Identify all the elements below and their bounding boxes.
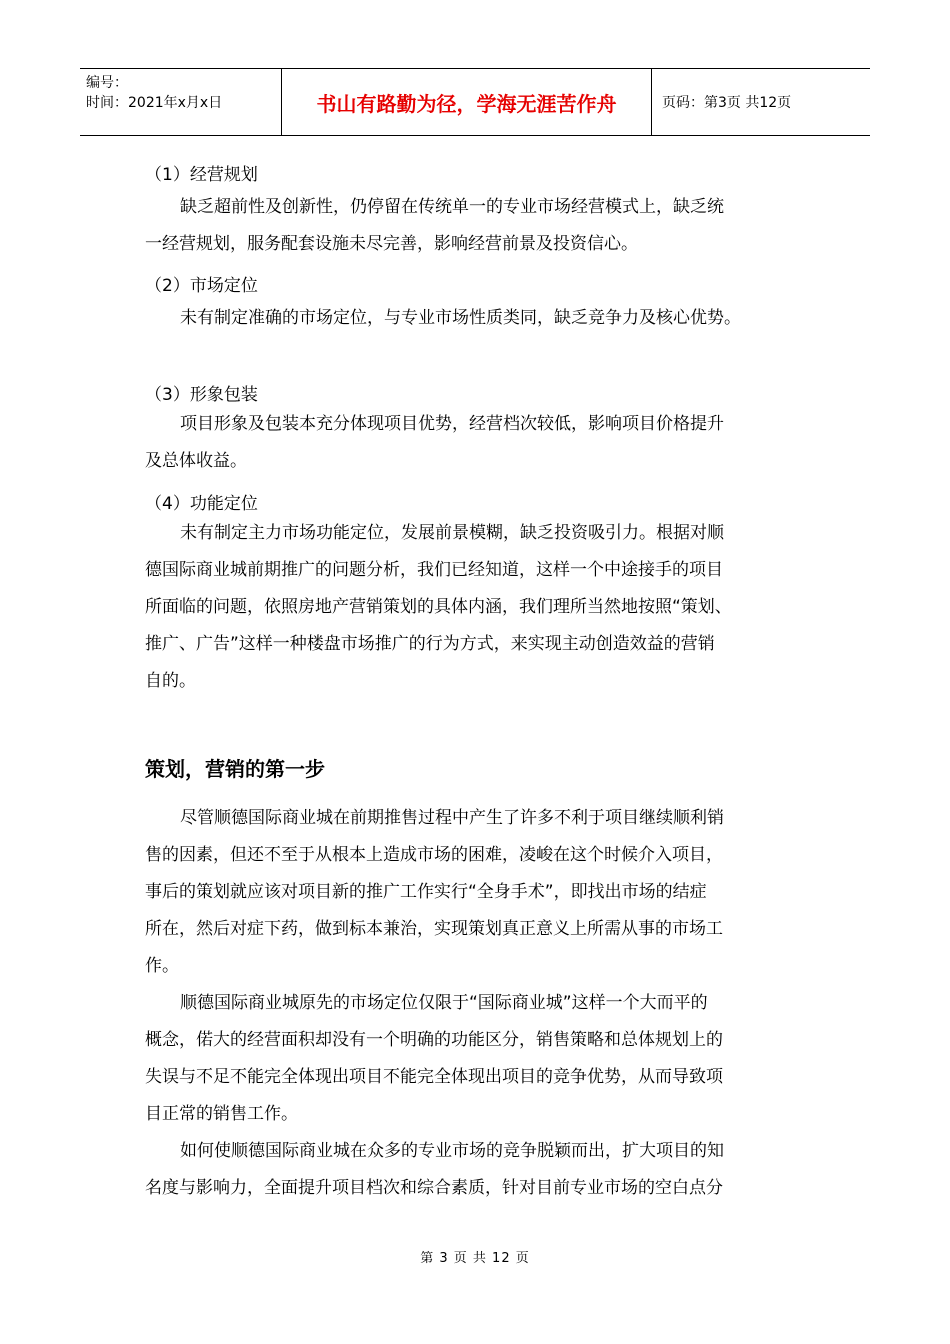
- paragraph-line: 失误与不足不能完全体现出项目不能完全体现出项目的竞争优势，从而导致项: [145, 1067, 723, 1087]
- section-paragraph: [145, 300, 825, 337]
- header-table: [80, 68, 870, 136]
- paragraph-line: 所在，然后对症下药，做到标本兼治，实现策划真正意义上所需从事的市场工: [145, 919, 723, 939]
- section-title: （1）经营规划: [145, 165, 258, 185]
- paragraph-line: 售的因素，但还不至于从根本上造成市场的困难，凌峻在这个时候介入项目，: [145, 845, 723, 865]
- paragraph-line: 事后的策划就应该对项目新的推广工作实行“全身手术”，即找出市场的结症: [145, 882, 707, 902]
- paragraph-line: 未有制定准确的市场定位，与专业市场性质类同，缺乏竞争力及核心优势。: [180, 308, 741, 328]
- section-title: （2）市场定位: [145, 276, 258, 296]
- paragraph-line: 所面临的问题，依照房地产营销策划的具体内涵，我们理所当然地按照“策划、: [145, 597, 732, 617]
- paragraph-line: 顺德国际商业城原先的市场定位仅限于“国际商业城”这样一个大而平的: [180, 993, 708, 1013]
- section-paragraph: [145, 515, 825, 700]
- section-paragraph: [145, 189, 825, 263]
- body-paragraph: [145, 800, 825, 985]
- paragraph-line: 未有制定主力市场功能定位，发展前景模糊，缺乏投资吸引力。根据对顺: [180, 523, 724, 543]
- paragraph-line: 概念，偌大的经营面积却没有一个明确的功能区分，销售策略和总体规划上的: [145, 1030, 723, 1050]
- document-number-label: 编号：: [86, 75, 128, 91]
- paragraph-line: 作。: [145, 956, 179, 976]
- paragraph-line: 及总体收益。: [145, 451, 247, 471]
- paragraph-line: 自的。: [145, 671, 196, 691]
- document-date: 时间：2021年x月x日: [86, 95, 223, 111]
- header-motto: 书山有路勤为径，学海无涯苦作舟: [282, 69, 652, 135]
- paragraph-line: 德国际商业城前期推广的问题分析，我们已经知道，这样一个中途接手的项目: [145, 560, 723, 580]
- body-paragraph: [145, 985, 825, 1133]
- body-paragraph: [145, 1133, 825, 1207]
- header-page-info: 页码：第3页 共12页: [662, 95, 792, 111]
- paragraph-line: 尽管顺德国际商业城在前期推售过程中产生了许多不利于项目继续顺利销: [180, 808, 724, 828]
- section-title: （4）功能定位: [145, 494, 258, 514]
- section-heading: 策划，营销的第一步: [145, 757, 325, 781]
- paragraph-line: 如何使顺德国际商业城在众多的专业市场的竞争脱颖而出，扩大项目的知: [180, 1141, 724, 1161]
- paragraph-line: 缺乏超前性及创新性，仍停留在传统单一的专业市场经营模式上，缺乏统: [180, 197, 724, 217]
- paragraph-line: 名度与影响力，全面提升项目档次和综合素质，针对目前专业市场的空白点分: [145, 1178, 723, 1198]
- section-title: （3）形象包装: [145, 385, 258, 405]
- page-footer: 第 3 页 共 12 页: [420, 1251, 530, 1266]
- section-paragraph: [145, 406, 825, 480]
- paragraph-line: 目正常的销售工作。: [145, 1104, 298, 1124]
- paragraph-line: 项目形象及包装本充分体现项目优势，经营档次较低，影响项目价格提升: [180, 414, 724, 434]
- header-left-cell: [80, 69, 282, 135]
- paragraph-line: 一经营规划，服务配套设施未尽完善，影响经营前景及投资信心。: [145, 234, 638, 254]
- paragraph-line: 推广、广告”这样一种楼盘市场推广的行为方式，来实现主动创造效益的营销: [145, 634, 715, 654]
